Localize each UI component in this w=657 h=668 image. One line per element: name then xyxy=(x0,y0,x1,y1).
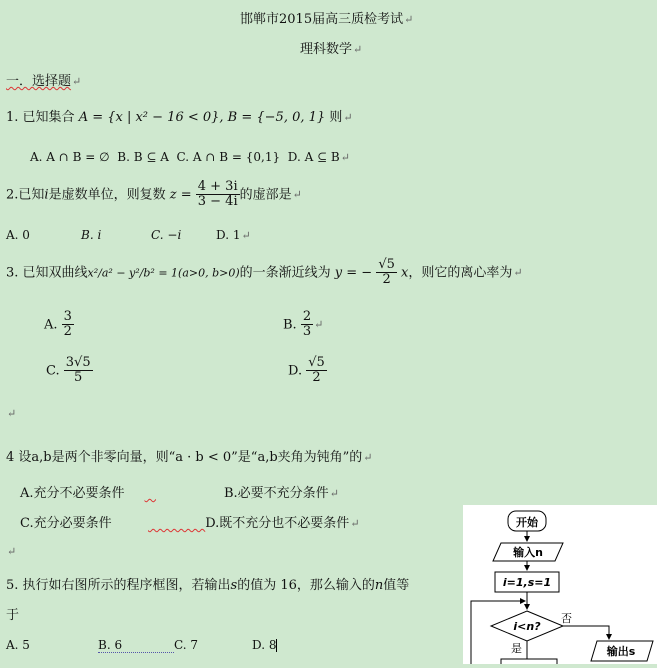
hyperbola-equation: x²/a² − y²/b² = 1(a>0, b>0) xyxy=(87,266,240,280)
question-3-option-d: D. $\frac{√5}{2}$ xyxy=(288,355,325,386)
body-node xyxy=(501,659,557,664)
question-4-option-c: C.充分必要条件 xyxy=(20,516,112,531)
option-c: C. 7 xyxy=(174,638,199,652)
option-d: D. 1 xyxy=(216,228,241,242)
question-4-option-b: B.必要不充分条件↵ xyxy=(224,486,339,501)
question-3-option-c: C. $\frac{3√5}{5}$ xyxy=(46,355,91,386)
section-heading: 一．选择题↵ xyxy=(6,74,82,89)
option-d: D. 8 xyxy=(252,638,277,652)
option-a: A. A ∩ B = ∅ xyxy=(30,150,110,164)
option-b: B. B ⊆ A xyxy=(117,150,169,164)
question-1-options: A. A ∩ B = ∅ B. B ⊆ A C. A ∩ B = {0,1} D. A ⊆ B↵ xyxy=(30,150,350,164)
option-d: D. A ⊆ B xyxy=(287,150,340,164)
option-c: C. −i xyxy=(151,228,182,242)
option-a: A. 0 xyxy=(6,228,30,242)
question-3-option-b: B. $\frac{2}{3}$ ↵ xyxy=(283,309,324,340)
no-branch-line xyxy=(563,626,609,639)
flowchart-svg xyxy=(463,505,657,664)
question-2-stem: 2.已知i是虚数单位，则复数 z = $\frac{4 + 3i}{3 - 4i}$ 的虚部是↵ xyxy=(6,179,302,210)
asymptote-fraction: $\frac{√5}{2}$ xyxy=(378,257,395,288)
init-label: i=1,s=1 xyxy=(502,576,552,589)
blank-line-mark-2: ↵ xyxy=(7,545,17,558)
question-4-option-d: D.既不充分也不必要条件↵ xyxy=(205,516,360,531)
complex-fraction: $\frac{4 + 3i}{3 - 4i}$ xyxy=(197,179,238,210)
blank-line-mark: ↵ xyxy=(7,407,17,420)
option-b: B. 6 xyxy=(98,638,174,653)
no-label: 否 xyxy=(561,612,572,625)
yes-label: 是 xyxy=(511,642,522,655)
question-4-option-a: A.充分不必要条件 xyxy=(20,486,125,501)
flowchart xyxy=(463,505,657,664)
question-1-stem: 1. 已知集合 A = {x | x² − 16 < 0}, B = {−5, 0, 1} 则↵ xyxy=(6,110,353,125)
option-c: C. A ∩ B = {0,1} xyxy=(176,150,281,164)
page-subtitle: 理科数学↵ xyxy=(300,42,363,57)
set-a-expression: A = {x | x² − 16 < 0} xyxy=(78,110,220,125)
option-a: A. 5 xyxy=(6,638,30,652)
question-5-stem-cont: 于 xyxy=(6,608,20,623)
question-5-stem: 5. 执行如右图所示的程序框图，若输出s的值为 16，那么输入的n值等 xyxy=(6,578,410,593)
option-b: B. i xyxy=(81,228,102,242)
set-b-expression: , B = {−5, 0, 1} xyxy=(219,110,326,125)
question-2-options: A. 0 B. i C. −i D. 1↵ xyxy=(6,228,251,242)
output-label: 输出s xyxy=(606,645,636,658)
question-5-options xyxy=(6,638,277,653)
input-label: 输入n xyxy=(513,546,543,559)
condition-label: i<n? xyxy=(513,620,541,633)
question-4-stem: 4 设a,b是两个非零向量，则“a · b < 0”是“a,b夹角为钝角”的↵ xyxy=(6,450,373,465)
question-3-option-a: A. $\frac{3}{2}$ xyxy=(44,309,72,340)
text-cursor xyxy=(276,639,277,652)
page-title: 邯郸市2015届高三质检考试↵ xyxy=(240,12,414,27)
question-3-stem: 3. 已知双曲线x²/a² − y²/b² = 1(a>0, b>0)的一条渐近线为 y = − $\frac{√5}{2}$ x，则它的离心率为↵ xyxy=(6,257,523,288)
start-label: 开始 xyxy=(516,516,538,529)
